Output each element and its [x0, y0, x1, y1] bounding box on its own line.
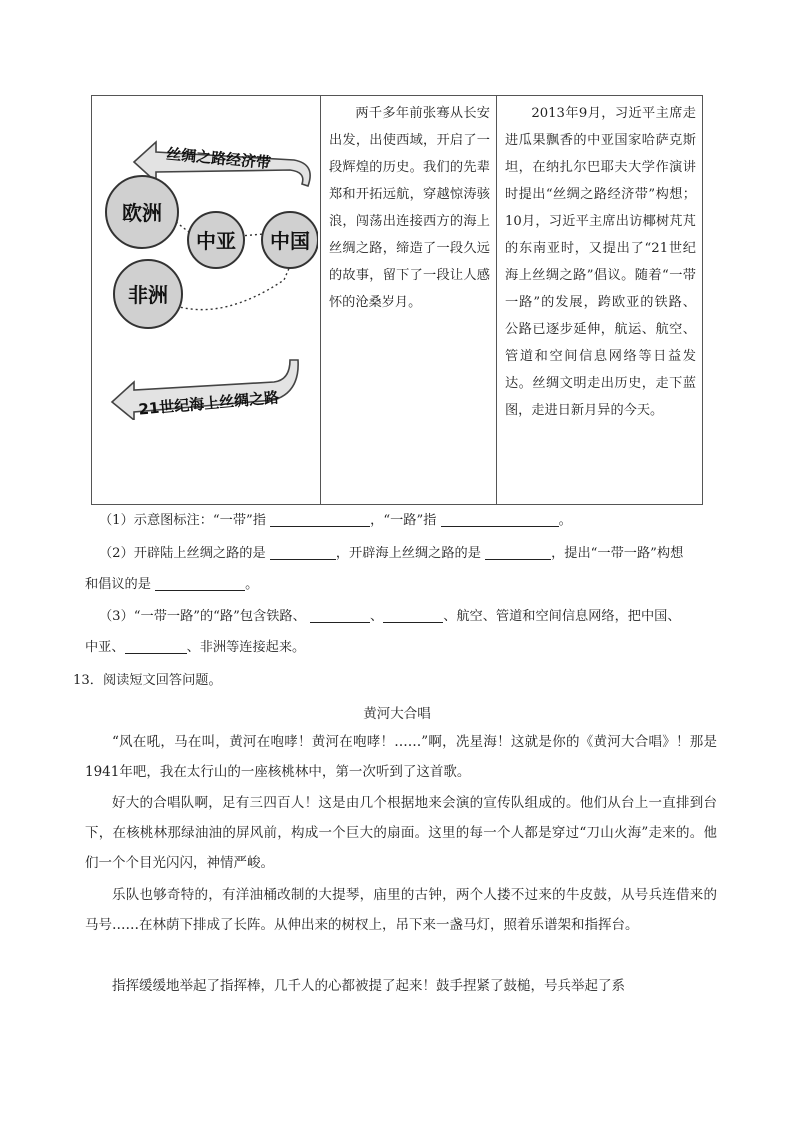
question-2-cont: 和倡议的是 。 [85, 577, 259, 592]
answer-blank[interactable] [441, 512, 559, 527]
answer-blank[interactable] [270, 545, 336, 560]
article-title: 黄河大合唱 [363, 706, 431, 722]
question-3-cont: 中亚、 、非洲等连接起来。 [85, 640, 306, 655]
answer-blank[interactable] [485, 545, 551, 560]
answer-blank[interactable] [310, 608, 370, 623]
road-label: 21世纪海上丝绸之路 [137, 388, 280, 419]
section-13-heading: 13．阅读短文回答问题。 [73, 673, 222, 688]
info-table [91, 95, 703, 505]
belt-road-text: 2013年9月，习近平主席走进瓜果飘香的中亚国家哈萨克斯坦，在纳扎尔巴耶夫大学作演讲时提出“丝绸之路经济带”构想；10月，习近平主席出访椰树芃芃的东南亚时，又提出了“21世纪海上丝绸之路”倡议。随着“一带一路”的发展，跨欧亚的铁路、公路已逐步延伸，航运、航空、管道和空间信息网络等日益发达。丝绸文明走出历史，走下蓝图，走进日新月异的今天。 [505, 106, 696, 418]
node-europe-label: 欧洲 [122, 201, 162, 225]
answer-blank[interactable] [155, 576, 245, 591]
node-china-label: 中国 [270, 229, 310, 253]
silk-road-diagram [94, 120, 318, 420]
history-text: 两千多年前张骞从长安出发，出使西域，开启了一段辉煌的历史。我们的先辈郑和开拓远航，穿越惊涛骇浪，闯荡出连接西方的海上丝绸之路，缔造了一段久远的故事，留下了一段让人感怀的沧桑岁月。 [329, 106, 490, 310]
question-1: （1）示意图标注：“一带”指 ，“一路”指 。 [99, 513, 572, 528]
paragraph-2: 好大的合唱队啊，足有三四百人！这是由几个根据地来会演的宣传队组成的。他们从台上一直排到台下，在核桃林那绿油油的屏风前，构成一个巨大的扇面。这里的每一个人都是穿过“刀山火海”走来的。他们一个个目光闪闪，神情严峻。 [85, 795, 717, 871]
belt-road-cell [497, 96, 703, 505]
answer-blank[interactable] [270, 512, 370, 527]
question-2: （2）开辟陆上丝绸之路的是 ，开辟海上丝绸之路的是 ，提出“一带一路”构想 [99, 546, 684, 561]
belt-label: 丝绸之路经济带 [165, 144, 272, 173]
answer-blank[interactable] [125, 639, 187, 654]
question-3: （3）“一带一路”的“路”包含铁路、 、 、航空、管道和空间信息网络，把中国、 [99, 609, 681, 624]
diagram-cell [92, 96, 321, 505]
node-central-asia-label: 中亚 [196, 229, 236, 253]
paragraph-4: 指挥缓缓地举起了指挥棒，几千人的心都被提了起来！鼓手捏紧了鼓槌，号兵举起了系 [112, 978, 625, 994]
node-africa-label: 非洲 [128, 283, 168, 307]
paragraph-3: 乐队也够奇特的，有洋油桶改制的大提琴，庙里的古钟，两个人搂不过来的牛皮鼓，从号兵连借来的马号……在林荫下排成了长阵。从伸出来的树杈上，吊下来一盏马灯，照着乐谱架和指挥台。 [85, 887, 717, 933]
history-cell [321, 96, 497, 505]
paragraph-1: “风在吼，马在叫，黄河在咆哮！黄河在咆哮！……”啊，冼星海！这就是你的《黄河大合唱》！那是1941年吧，我在太行山的一座核桃林中，第一次听到了这首歌。 [85, 734, 717, 780]
answer-blank[interactable] [383, 608, 443, 623]
